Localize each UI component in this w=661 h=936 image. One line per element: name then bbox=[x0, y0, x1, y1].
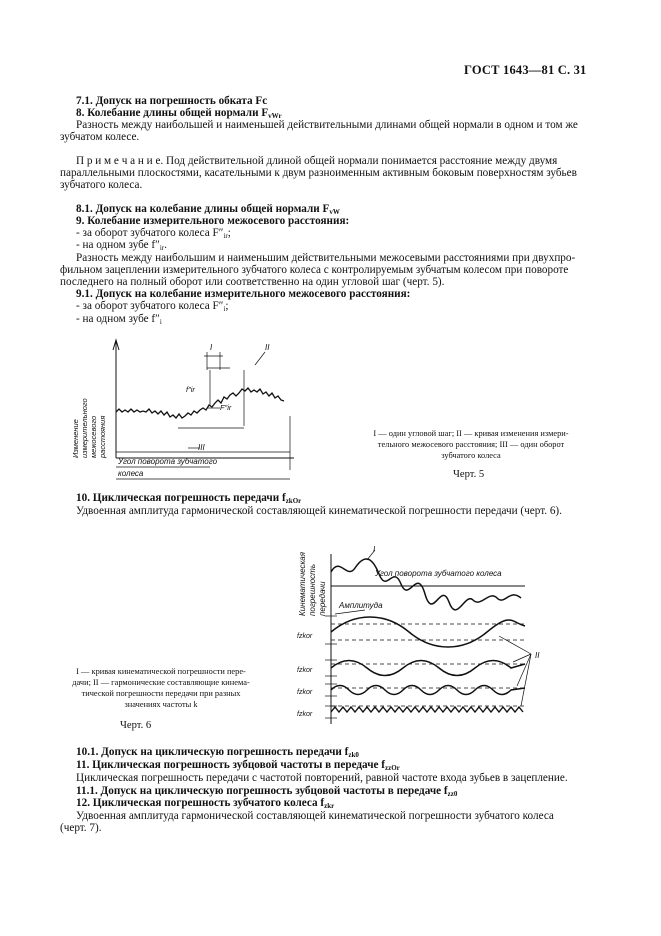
line-def-9a: Разность между наибольшим и наименьшим действительными межосевыми расстояниями при двухпро- bbox=[76, 252, 576, 264]
line-11-1: 11.1. Допуск на циклическую погрешность зубцовой частоты в передаче $f_{zz0}$ bbox=[76, 785, 458, 798]
line-def-10: Удвоенная амплитуда гармонической составляющей кинематической погрешности передачи (черт. 6). bbox=[76, 505, 562, 517]
fig6-tick-1: fzkor bbox=[297, 633, 313, 640]
line-12: 12. Циклическая погрешность зубчатого колеса $f_{zkr}$ bbox=[76, 797, 335, 810]
fig5-mark-ii: II bbox=[265, 343, 270, 352]
fig6-curve-label: Угол поворота зубчатого колеса bbox=[375, 569, 502, 578]
fig5-xlabel-1: Угол поворота зубчатого bbox=[118, 457, 218, 466]
fig5-ylabel-3: межосевого bbox=[89, 415, 98, 458]
fig5-ylabel-1: Изменение bbox=[71, 419, 80, 458]
fig5-mark-i: I bbox=[210, 343, 213, 352]
fig5-mark-iii: III bbox=[198, 443, 205, 452]
line-9-1-a: - за оборот зубчатого колеса $F''_i$; bbox=[76, 300, 229, 313]
fig6-ii-leader-4 bbox=[521, 654, 531, 706]
fig6-ylabel-2: погрешность bbox=[308, 563, 317, 616]
fig6-ylabel-3: передачи bbox=[318, 581, 327, 616]
fig5-ylabel-4: расстояния bbox=[98, 415, 107, 458]
fig6-mark-i: I bbox=[373, 546, 376, 554]
line-def-8b: зубчатом колесе. bbox=[60, 131, 140, 143]
fig6-caption: I — кривая кинематической погрешности пере- дачи; II — гармонические составляющие кинема- тической погрешности передачи при разных значениях частоты k bbox=[72, 667, 250, 709]
fig6-tick-2: fzkor bbox=[297, 667, 313, 674]
fig6-harmonic-1 bbox=[331, 617, 525, 647]
fig6-tick-3: fzkor bbox=[297, 689, 313, 696]
line-10: 10. Циклическая погрешность передачи $f_{zkOr}$ bbox=[76, 492, 302, 505]
fig6-harmonic-4 bbox=[331, 707, 523, 712]
fig5-label: Черт. 5 bbox=[453, 469, 485, 480]
line-note-a: П р и м е ч а н и е. Под действительной длиной общей нормали понимается расстояние между двумя bbox=[76, 155, 558, 167]
fig6-ii-leader-3 bbox=[517, 654, 531, 686]
line-note-b: параллельными плоскостями, касательными к двум разноименным активным боковым поверхностям зубьев bbox=[60, 167, 577, 179]
line-def-9b: фильном зацеплении измерительного зубчатого колеса с контролируемым зубчатым колесом при повороте bbox=[60, 264, 569, 276]
page-header: ГОСТ 1643—81 С. 31 bbox=[464, 63, 587, 77]
line-10-1: 10.1. Допуск на циклическую погрешность передачи $f_{zk0}$ bbox=[76, 746, 359, 759]
fig6-label: Черт. 6 bbox=[120, 720, 152, 731]
line-8: 8. Колебание длины общей нормали $F_{vWr}$ bbox=[76, 107, 282, 120]
line-9-a: - за оборот зубчатого колеса $F''_{ir}$; bbox=[76, 227, 231, 240]
line-11: 11. Циклическая погрешность зубцовой частоты в передаче $f_{zzOr}$ bbox=[76, 759, 400, 772]
line-def-8a: Разность между наибольшей и наименьшей действительными длинами общей нормали в одном и том же bbox=[76, 119, 578, 131]
line-9-1-b: - на одном зубе $f''_i$ bbox=[76, 313, 162, 326]
fig5-fir-label: f″ir bbox=[186, 385, 195, 394]
figure-5-diagram bbox=[60, 330, 320, 490]
fig6-ylabel-1: Кинематическая bbox=[298, 552, 307, 616]
line-def-11: Циклическая погрешность передачи с частотой повторений, равной частоте входа зубьев в зацепление. bbox=[76, 772, 568, 784]
fig6-ii-leader-1 bbox=[499, 636, 531, 654]
figure-6-diagram bbox=[285, 546, 555, 746]
line-def-9c: последнего на полный оборот или соответственно на один угловой шаг (черт. 5). bbox=[60, 276, 445, 288]
line-7-1: 7.1. Допуск на погрешность обката Fc bbox=[76, 95, 268, 107]
fig5-caption: I — один угловой шаг; II — кривая изменения измери- тельного межосевого расстояния; III — один оборот зубчатого колеса bbox=[373, 429, 569, 460]
line-def-12b: (черт. 7). bbox=[60, 822, 102, 834]
fig6-amp-label: Амплитуда bbox=[339, 601, 383, 610]
fig6-mark-ii: II bbox=[535, 651, 540, 660]
fig5-ii-leader bbox=[255, 352, 265, 365]
line-def-12a: Удвоенная амплитуда гармонической составляющей кинематической погрешности зубчатого колеса bbox=[76, 810, 554, 822]
line-9-1: 9.1. Допуск на колебание измерительного межосевого расстояния: bbox=[76, 288, 411, 300]
line-9: 9. Колебание измерительного межосевого расстояния: bbox=[76, 215, 350, 227]
fig6-tick-4: fzkor bbox=[297, 711, 313, 718]
line-note-c: зубчатого колеса. bbox=[60, 179, 143, 191]
fig5-curve-ii bbox=[116, 388, 284, 418]
fig6-harmonic-2 bbox=[331, 661, 525, 676]
line-9-b: - на одном зубе $f''_{ir}$. bbox=[76, 239, 167, 252]
fig5-xlabel-2: колеса bbox=[118, 469, 144, 478]
fig6-harmonic-3 bbox=[331, 686, 525, 695]
line-8-1: 8.1. Допуск на колебание длины общей нормали $F_{vW}$ bbox=[76, 203, 340, 216]
fig5-ylabel-2: измерительного bbox=[80, 398, 89, 458]
fig5-Fir-label: F″ir bbox=[220, 403, 232, 412]
